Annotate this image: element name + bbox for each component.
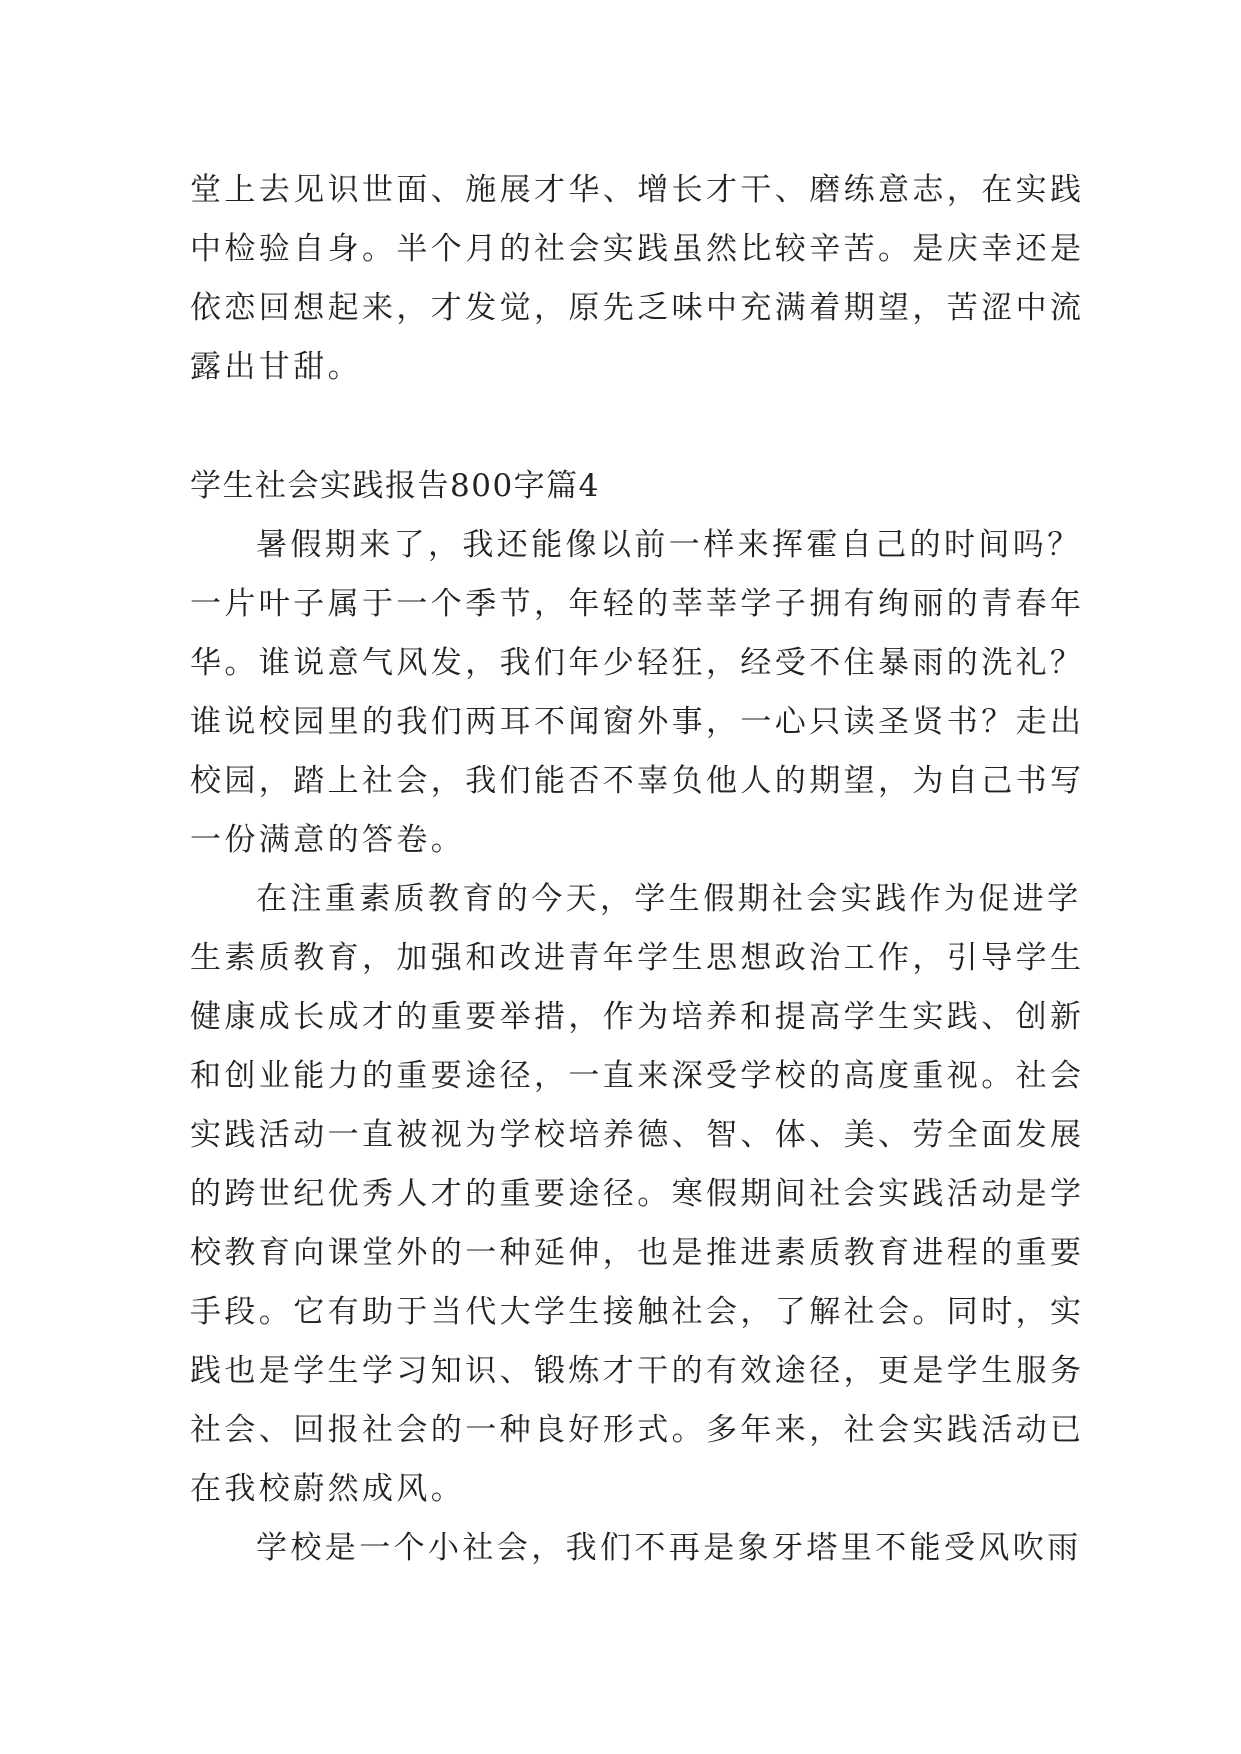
paragraph-line: 依恋回想起来，才发觉，原先乏味中充满着期望，苦涩中流 (190, 290, 1085, 326)
paragraph-line: 和创业能力的重要途径，一直来深受学校的高度重视。社会 (190, 1058, 1085, 1094)
paragraph-line: 健康成长成才的重要举措，作为培养和提高学生实践、创新 (190, 999, 1085, 1035)
paragraph-line: 践也是学生学习知识、锻炼才干的有效途径，更是学生服务 (190, 1353, 1085, 1389)
paragraph-line: 在注重素质教育的今天，学生假期社会实践作为促进学 (256, 881, 1082, 917)
paragraph-line: 谁说校园里的我们两耳不闻窗外事，一心只读圣贤书？走出 (190, 704, 1085, 740)
paragraph-line: 的跨世纪优秀人才的重要途径。寒假期间社会实践活动是学 (190, 1176, 1085, 1212)
paragraph-line: 一份满意的答卷。 (190, 822, 466, 858)
section-title: 学生社会实践报告800字篇4 (190, 468, 600, 504)
paragraph-line: 在我校蔚然成风。 (190, 1471, 466, 1507)
paragraph-line: 华。谁说意气风发，我们年少轻狂，经受不住暴雨的洗礼？ (190, 645, 1085, 681)
paragraph-line: 堂上去见识世面、施展才华、增长才干、磨练意志，在实践 (190, 172, 1085, 208)
paragraph-line: 生素质教育，加强和改进青年学生思想政治工作，引导学生 (190, 940, 1085, 976)
paragraph-line: 社会、回报社会的一种良好形式。多年来，社会实践活动已 (190, 1412, 1085, 1448)
paragraph-line: 学校是一个小社会，我们不再是象牙塔里不能受风吹雨 (256, 1530, 1082, 1566)
paragraph-line: 手段。它有助于当代大学生接触社会，了解社会。同时，实 (190, 1294, 1085, 1330)
paragraph-line: 一片叶子属于一个季节，年轻的莘莘学子拥有绚丽的青春年 (190, 586, 1085, 622)
paragraph-line: 露出甘甜。 (190, 349, 362, 385)
paragraph-line: 实践活动一直被视为学校培养德、智、体、美、劳全面发展 (190, 1117, 1085, 1153)
paragraph-line: 校园，踏上社会，我们能否不辜负他人的期望，为自己书写 (190, 763, 1085, 799)
paragraph-line: 暑假期来了，我还能像以前一样来挥霍自己的时间吗？ (256, 527, 1082, 563)
paragraph-line: 中检验自身。半个月的社会实践虽然比较辛苦。是庆幸还是 (190, 231, 1085, 267)
paragraph-line: 校教育向课堂外的一种延伸，也是推进素质教育进程的重要 (190, 1235, 1085, 1271)
